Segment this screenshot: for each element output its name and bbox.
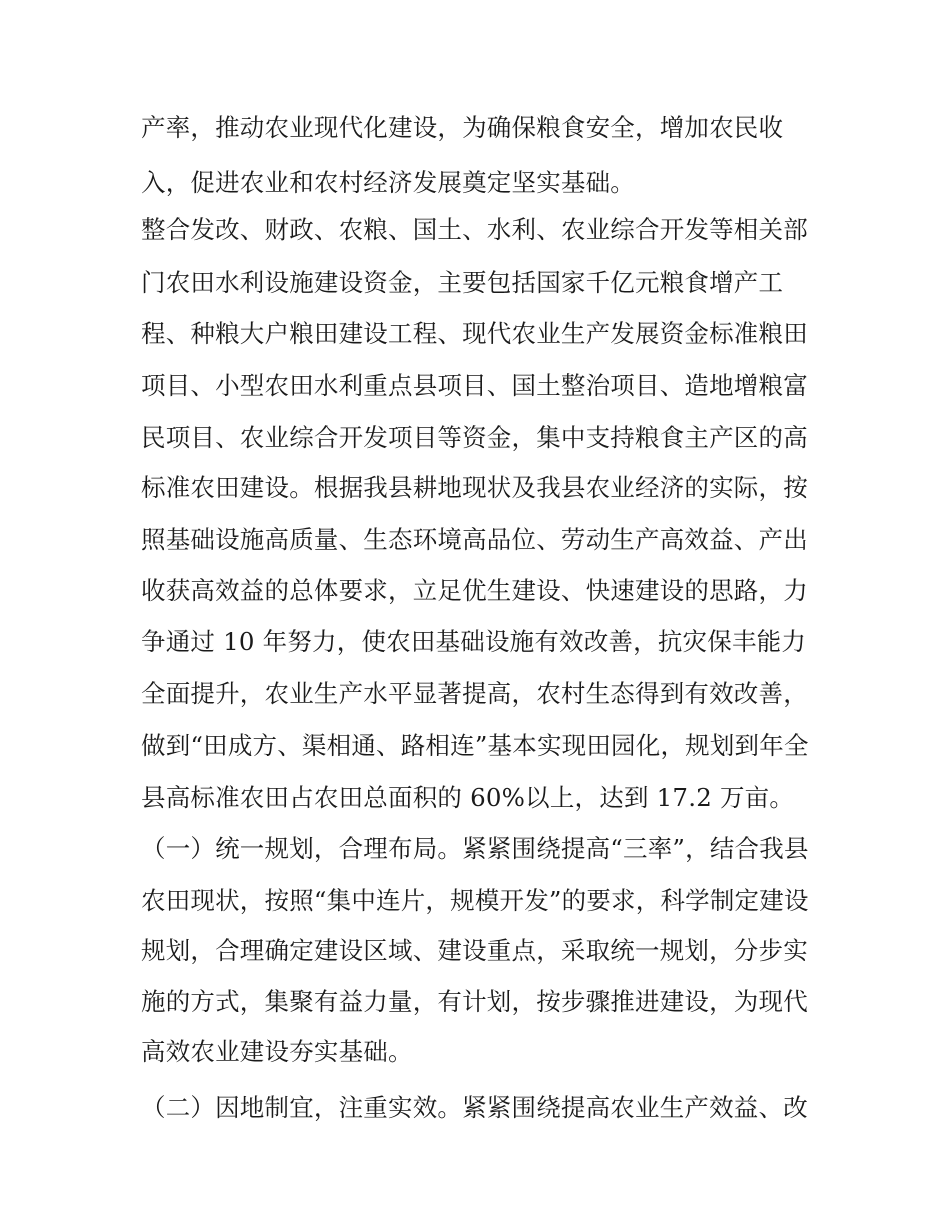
- text-line: 照基础设施高质量、生态环境高品位、劳动生产高效益、产出: [141, 525, 808, 554]
- text-line: 民项目、农业综合开发项目等资金，集中支持粮食主产区的高: [141, 423, 808, 452]
- text-line: 项目、小型农田水利重点县项目、国土整治项目、造地增粮富: [141, 371, 808, 400]
- text-line: （二）因地制宜，注重实效。紧紧围绕提高农业生产效益、改: [141, 1093, 808, 1122]
- text-line: 程、种粮大户粮田建设工程、现代农业生产发展资金标准粮田: [141, 319, 808, 348]
- text-line: 施的方式，集聚有益力量，有计划，按步骤推进建设，为现代: [141, 987, 808, 1016]
- text-line: 高效农业建设夯实基础。: [141, 1037, 413, 1066]
- text-line: 做到“田成方、渠相通、路相连”基本实现田园化，规划到年全: [141, 731, 809, 760]
- text-line: 争通过 10 年努力，使农田基础设施有效改善，抗灾保丰能力: [141, 627, 807, 656]
- text-line: 县高标准农田占农田总面积的 60%以上，达到 17.2 万亩。: [141, 783, 795, 812]
- text-line: 农田现状，按照“集中连片，规模开发”的要求，科学制定建设: [141, 886, 809, 915]
- text-line: 入，促进农业和农村经济发展奠定坚实基础。: [141, 168, 635, 197]
- text-line: 收获高效益的总体要求，立足优生建设、快速建设的思路，力: [141, 576, 808, 605]
- text-line: 整合发改、财政、农粮、国土、水利、农业综合开发等相关部: [141, 215, 808, 244]
- text-line: 产率，推动农业现代化建设，为确保粮食安全，增加农民收: [141, 113, 784, 142]
- text-line: 门农田水利设施建设资金，主要包括国家千亿元粮食增产工: [141, 268, 784, 297]
- text-line: 规划，合理确定建设区域、建设重点，采取统一规划，分步实: [141, 936, 808, 965]
- text-line: 全面提升，农业生产水平显著提高，农村生态得到有效改善，: [141, 679, 808, 708]
- text-line: （一）统一规划，合理布局。紧紧围绕提高“三率”，结合我县: [141, 834, 809, 863]
- text-line: 标准农田建设。根据我县耕地现状及我县农业经济的实际，按: [141, 473, 808, 502]
